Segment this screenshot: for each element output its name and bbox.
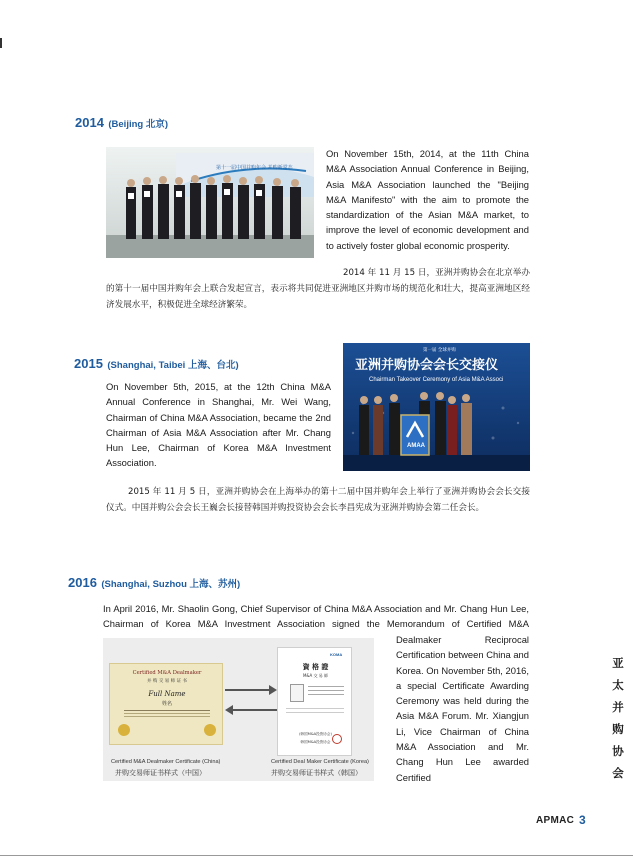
side-title-char: 会 [612,766,624,780]
certificate-samples-panel [103,638,374,781]
china-certificate-sample [109,663,223,745]
china-cert-caption-en: Certified M&A Dealmaker Certificate (China) [111,759,221,765]
side-title-char: 并 [612,700,624,714]
section-2016-english-text-side: Dealmaker Reciprocal Certification between China and Korea. On November 5th, 2016, a special Certificate Awarding Ceremony was held during the Asia M&A Forum. Mr. Xiangjun Li, Vice Chairman of China M&A Association and Mr. Chang Hun Lee awarded Certified [396,634,529,783]
china-cert-name-cn: 姓名 [161,701,172,707]
photo-title-english: Chairman Takeover Ceremony of Asia M&A Associ [369,377,504,383]
section-2015-chinese-text: 2015 年 11 月 5 日，亚洲并购协会在上海举办的第十二届中国并购年会上举行了亚洲并购协会会长交接仪式。中国并购公会会长王巍会长接替韩国并购投资协会会长李昌宪成为亚洲并购协会第二任会长。 [106,487,530,513]
footer-brand: APMAC [536,815,575,826]
korea-cert-heading: 資 格 證 [302,662,329,671]
location-label: (Shanghai, Taibei 上海、台北) [107,360,239,371]
korea-certificate-sample [277,647,352,756]
photo-placeholder-icon [290,684,304,702]
korea-cert-footer-2: 韩国M&A投资协会 [300,740,331,744]
year-label: 2015 [74,356,103,371]
side-title-char: 协 [612,744,624,758]
photo-top-text: 第一届 全球并购 [423,348,456,353]
side-vertical-title [611,652,625,784]
photo-2014-signing-ceremony [106,147,314,258]
section-2014-english-text: On November 15th, 2014, at the 11th China M&A Association Annual Conference in Beijing, Asia M&A Association launched the "Beijing M&A Manifesto" with the aim to promote the standardization of the Asian M&A market, to improve the level of economic development and to actively foster global economic prosperity. [326,148,529,251]
section-2015-english-text: On November 5th, 2015, at the 12th China M&A Annual Conference in Shanghai, Mr. Wei Wang, Chairman of China M&A Association, became the 2nd Chairman of Asia M&A Association after Mr. Chang Hun Lee, Chairman of Korea M&A Investment Association. [106,381,331,469]
photo-title-chinese: 亚洲并购协会会长交接仪 [355,358,499,373]
side-title-char: 太 [612,678,624,692]
photo-banner-text: 第十一届中国并购年会 并购新常态 [216,165,293,171]
podium-logo-text: AMAA [407,443,425,449]
year-label: 2016 [68,575,97,590]
section-2016-heading [68,574,240,592]
red-stamp-icon [332,734,342,744]
gold-seal-icon [204,724,216,736]
section-2014-chinese-text: 2014 年 11 月 15 日，亚洲并购协会在北京举办的第十一届中国并购年会上联合发起宣言，表示将共同促进亚洲地区并购市场的规范化和壮大，提高亚洲地区经济发展水平，积极促进全球经济繁荣。 [106,268,530,310]
korea-cert-org: KOMA [330,652,343,657]
side-title-char: 亚 [612,656,624,670]
page-edge-mark [0,38,2,48]
section-2014-heading [75,114,168,132]
china-cert-heading: Certified M&A Dealmaker [132,670,202,676]
side-title-char: 购 [612,722,624,736]
photo-2015-chairman-takeover [343,343,530,471]
gold-seal-icon [118,724,130,736]
china-cert-caption-cn: 并购交易师证书样式（中国） [115,769,206,777]
year-label: 2014 [75,115,104,130]
footer-divider [0,855,633,856]
korea-cert-footer-1: (韩国M&A投资协会) [299,732,332,736]
location-label: (Shanghai, Suzhou 上海、苏州) [101,579,241,590]
exchange-arrows-icon [223,682,279,718]
section-2016-english-text-top: In April 2016, Mr. Shaolin Gong, Chief Supervisor of China M&A Association and Mr. Chang Hun Lee, Chairman of Korea M&A Investment Association signed the Memorandum of Certified M&A [103,603,529,630]
section-2015-heading [74,355,239,373]
location-label: (Beijing 北京) [108,119,169,130]
china-cert-heading-cn: 并 购 交 易 师 证 书 [146,679,188,684]
china-cert-name: Full Name [148,690,186,698]
korea-cert-caption-en: Certified Deal Maker Certificate (Korea) [271,759,369,765]
page-number: 3 [579,813,586,827]
korea-cert-sub: M&A 交 易 師 [302,673,329,678]
korea-cert-caption-cn: 并购交易师证书样式（韩国） [271,769,362,777]
